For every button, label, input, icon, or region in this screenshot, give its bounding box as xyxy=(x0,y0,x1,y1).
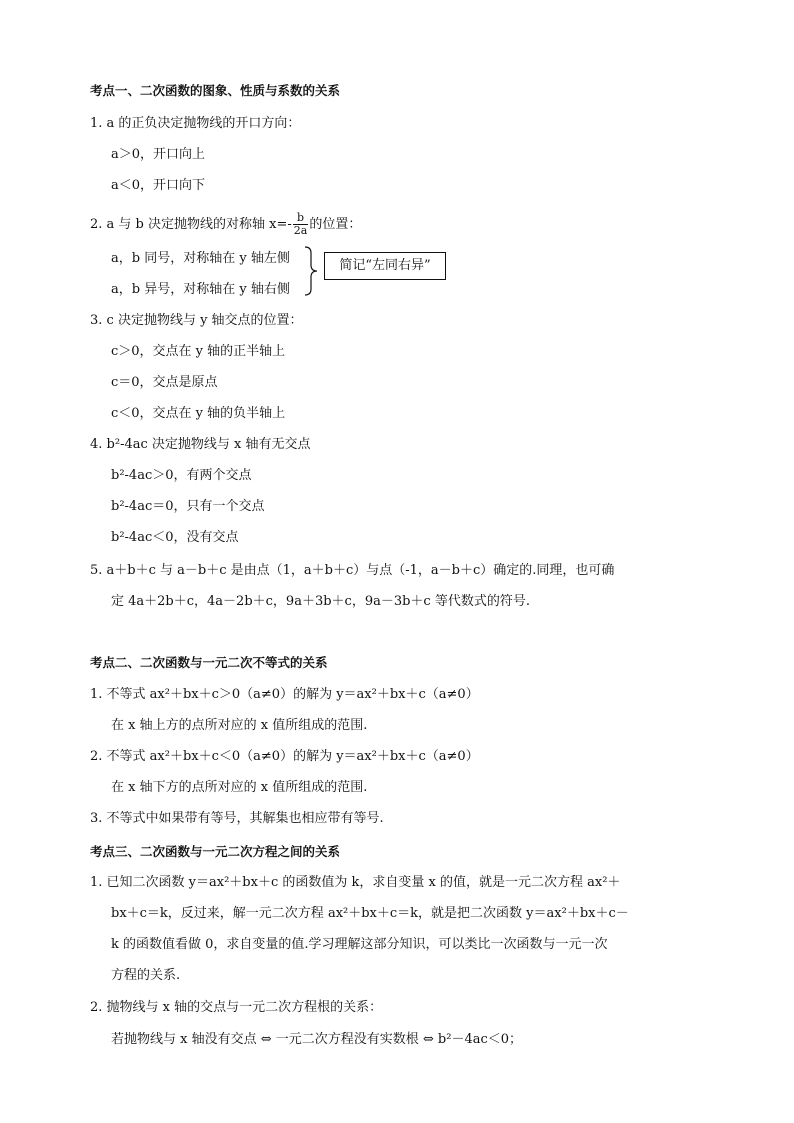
s1-item-1b: a＜0，开口向下 xyxy=(111,178,206,193)
s1-item-2b: a，b 异号，对称轴在 y 轴右侧 xyxy=(111,282,290,297)
s2-item-3: 3. 不等式中如果带有等号，其解集也相应带有等号. xyxy=(90,811,384,826)
fraction-denominator: 2a xyxy=(293,224,308,237)
s1-item-2a: a，b 同号，对称轴在 y 轴左侧 xyxy=(111,251,290,266)
s2-item-2-cont: 在 x 轴下方的点所对应的 x 值所组成的范围. xyxy=(111,780,368,795)
s1-item-4c: b²-4ac＜0，没有交点 xyxy=(111,530,239,545)
fraction-numerator: b xyxy=(293,212,309,225)
fraction-b-over-2a xyxy=(293,212,309,237)
s2-item-2: 2. 不等式 ax²＋bx＋c＜0（a≠0）的解为 y＝ax²＋bx＋c（a≠0） xyxy=(90,749,479,764)
s2-item-1-cont: 在 x 轴上方的点所对应的 x 值所组成的范围. xyxy=(111,718,368,733)
s1-item-5-line-1: 5. a＋b＋c 与 a－b＋c 是由点（1，a＋b＋c）与点（-1，a－b＋c）确定的.同理，也可确 xyxy=(90,563,615,578)
s1-item-2-text: 2. a 与 b 决定抛物线的对称轴 x=- xyxy=(90,217,292,232)
s2-item-1: 1. 不等式 ax²＋bx＋c＞0（a≠0）的解为 y＝ax²＋bx＋c（a≠0） xyxy=(90,687,479,702)
curly-brace-icon xyxy=(303,246,319,296)
s1-item-2-suffix: 的位置： xyxy=(309,217,362,232)
s3-item-1-line-4: 方程的关系. xyxy=(111,968,181,983)
s3-item-1-line-2: bx＋c＝k，反过来，解一元二次方程 ax²＋bx＋c＝k，就是把二次函数 y＝ax²＋bx＋c－ xyxy=(111,906,629,921)
section-2-title: 考点二、二次函数与一元二次不等式的关系 xyxy=(90,655,328,670)
s1-item-4b: b²-4ac＝0，只有一个交点 xyxy=(111,499,265,514)
s1-item-3a: c＞0，交点在 y 轴的正半轴上 xyxy=(111,344,286,359)
s1-item-4a: b²-4ac＞0，有两个交点 xyxy=(111,468,252,483)
s3-item-1-line-3: k 的函数值看做 0，求自变量的值.学习理解这部分知识，可以类比一次函数与一元一次 xyxy=(111,937,608,952)
note-box: 简记“左同右异” xyxy=(324,252,446,280)
s1-item-3: 3. c 决定抛物线与 y 轴交点的位置： xyxy=(90,313,303,328)
s3-item-1-line-1: 1. 已知二次函数 y＝ax²＋bx＋c 的函数值为 k，求自变量 x 的值，就是一元二次方程 ax²＋ xyxy=(90,875,621,890)
s1-item-3c: c＜0，交点在 y 轴的负半轴上 xyxy=(111,406,286,421)
s3-item-2a: 若抛物线与 x 轴没有交点 ⇔ 一元二次方程没有实数根 ⇔ b²－4ac＜0； xyxy=(111,1032,523,1047)
s1-item-2 xyxy=(90,212,361,237)
section-1-title: 考点一、二次函数的图象、性质与系数的关系 xyxy=(90,83,341,98)
s1-item-1: 1. a 的正负决定抛物线的开口方向： xyxy=(90,116,301,131)
s1-item-1a: a＞0，开口向上 xyxy=(111,147,206,162)
s3-item-2: 2. 抛物线与 x 轴的交点与一元二次方程根的关系： xyxy=(90,1000,383,1015)
section-3-title: 考点三、二次函数与一元二次方程之间的关系 xyxy=(90,844,341,859)
s1-item-3b: c＝0，交点是原点 xyxy=(111,375,218,390)
s1-item-4: 4. b²-4ac 决定抛物线与 x 轴有无交点 xyxy=(90,437,311,452)
s1-item-5-line-2: 定 4a＋2b＋c，4a－2b＋c，9a＋3b＋c，9a－3b＋c 等代数式的符号. xyxy=(111,594,530,609)
